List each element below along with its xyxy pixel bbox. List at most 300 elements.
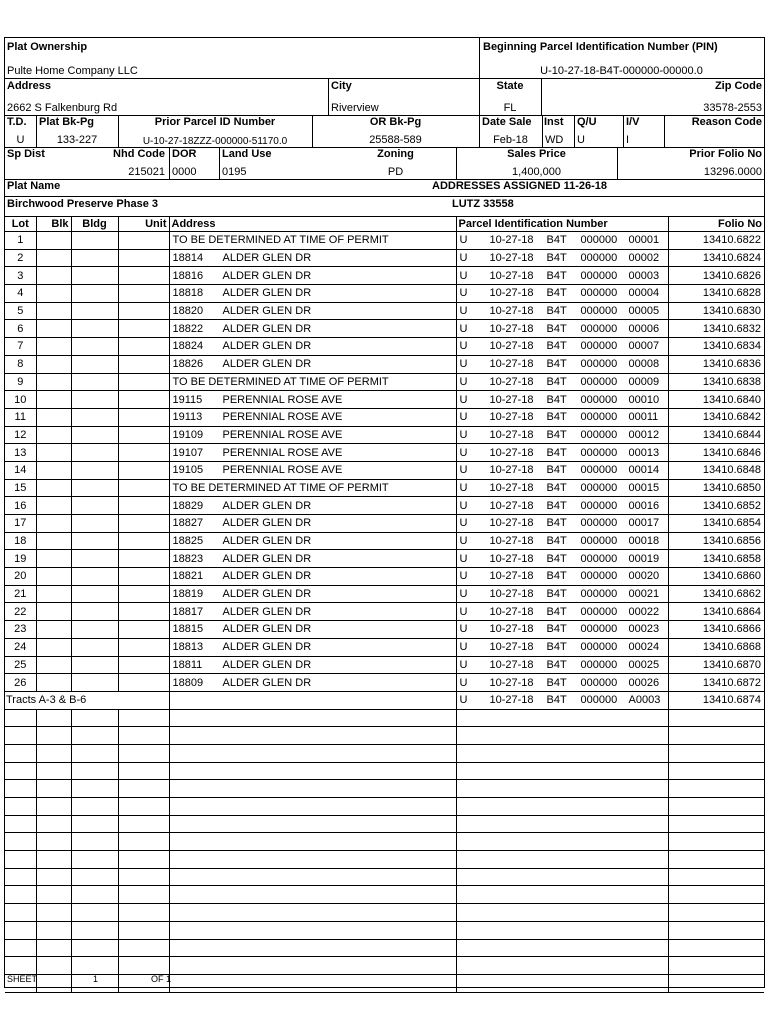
blank-cell <box>71 957 118 975</box>
prior-parcel-label: Prior Parcel ID Number <box>154 116 276 128</box>
street-name: ALDER GLEN DR <box>222 305 312 318</box>
pin-sub: B4T <box>546 252 567 265</box>
street-name: ALDER GLEN DR <box>222 641 312 654</box>
blank-cell <box>36 904 71 922</box>
sales-price-label: Sales Price <box>507 148 566 160</box>
address-cell <box>169 285 456 303</box>
house-number: 18823 <box>172 552 204 565</box>
pin-block: 000000 <box>580 641 618 654</box>
folio-cell: 13410.6840 <box>668 391 764 409</box>
blank-row <box>5 957 764 975</box>
house-number: 18822 <box>172 322 204 335</box>
pin-type: U <box>459 234 468 247</box>
street-name: TO BE DETERMINED AT TIME OF PERMIT <box>172 375 389 388</box>
pin-block: 000000 <box>580 588 618 601</box>
blank-cell <box>36 851 71 869</box>
street-name: ALDER GLEN DR <box>222 623 312 636</box>
address-cell <box>169 621 456 639</box>
pin-str: 10-27-18 <box>489 446 534 459</box>
blank-cell <box>456 904 668 922</box>
pin-type: U <box>459 570 468 583</box>
folio-cell: 13410.6842 <box>668 408 764 426</box>
unit-cell <box>118 373 169 391</box>
blank-cell <box>71 780 118 798</box>
lot-cell: 22 <box>5 603 36 621</box>
bldg-cell <box>71 355 118 373</box>
pin-lot: 00011 <box>628 411 659 424</box>
blank-cell <box>169 798 456 816</box>
blk-cell <box>36 515 71 533</box>
pin-str: 10-27-18 <box>489 322 534 335</box>
street-name: ALDER GLEN DR <box>222 322 312 335</box>
pin-cell <box>456 638 668 656</box>
pin-sub: B4T <box>546 428 567 441</box>
street-name: ALDER GLEN DR <box>222 287 312 300</box>
address-cell <box>169 302 456 320</box>
folio-cell: 13410.6856 <box>668 532 764 550</box>
table-row <box>5 285 764 303</box>
blank-cell <box>169 762 456 780</box>
blank-row <box>5 939 764 957</box>
folio-cell: 13410.6836 <box>668 355 764 373</box>
unit-cell <box>118 285 169 303</box>
blank-cell <box>668 921 764 939</box>
pin-str: 10-27-18 <box>489 269 534 282</box>
pin-lot: 00013 <box>628 446 660 459</box>
bldg-cell <box>71 674 118 692</box>
unit-cell <box>118 568 169 586</box>
house-number: 19113 <box>172 411 203 424</box>
folio-cell: 13410.6838 <box>668 373 764 391</box>
lot-cell: 13 <box>5 444 36 462</box>
pin-str: 10-27-18 <box>489 605 534 618</box>
blk-cell <box>36 426 71 444</box>
house-number: 18815 <box>172 623 204 636</box>
table-row <box>5 674 764 692</box>
pin-type: U <box>459 340 468 353</box>
pin-lot: 00012 <box>628 428 660 441</box>
unit-cell <box>118 497 169 515</box>
lot-cell: 18 <box>5 532 36 550</box>
blank-row <box>5 727 764 745</box>
lot-cell: 7 <box>5 338 36 356</box>
blank-cell <box>118 939 169 957</box>
pin-block: 000000 <box>580 411 618 424</box>
blank-cell <box>169 974 456 992</box>
blank-cell <box>5 727 36 745</box>
street-name: PERENNIAL ROSE AVE <box>222 428 343 441</box>
blank-cell <box>668 744 764 762</box>
table-row <box>5 408 764 426</box>
blank-cell <box>668 815 764 833</box>
pin-type: U <box>459 641 468 654</box>
pin-block: 000000 <box>580 446 618 459</box>
pin-sub: B4T <box>546 694 567 707</box>
pin-type: U <box>459 287 468 300</box>
blank-cell <box>668 939 764 957</box>
bldg-cell <box>71 568 118 586</box>
house-number: 18821 <box>172 570 204 583</box>
street-name: ALDER GLEN DR <box>222 358 312 371</box>
blank-cell <box>668 798 764 816</box>
blank-cell <box>36 974 71 992</box>
bldg-cell <box>71 585 118 603</box>
blank-row <box>5 904 764 922</box>
pin-block: 000000 <box>580 375 618 388</box>
blank-cell <box>118 709 169 727</box>
address-cell <box>169 568 456 586</box>
folio-cell: 13410.6862 <box>668 585 764 603</box>
blank-cell <box>169 815 456 833</box>
or-bkpg-label: OR Bk-Pg <box>369 116 422 128</box>
blk-cell <box>36 302 71 320</box>
house-number: 18819 <box>172 588 204 601</box>
pin-type: U <box>459 535 468 548</box>
table-row <box>5 532 764 550</box>
blank-cell <box>36 921 71 939</box>
qu-value: U <box>577 134 585 146</box>
blk-cell <box>36 373 71 391</box>
house-number: 19105 <box>172 464 204 477</box>
address-cell <box>169 373 456 391</box>
bldg-cell <box>71 515 118 533</box>
unit-cell <box>118 391 169 409</box>
pin-lot: 00002 <box>628 252 660 265</box>
unit-cell <box>118 355 169 373</box>
blank-cell <box>456 780 668 798</box>
bldg-cell <box>71 320 118 338</box>
street-name: ALDER GLEN DR <box>222 252 312 265</box>
pin-block: 000000 <box>580 605 618 618</box>
house-number: 18827 <box>172 517 204 530</box>
unit-cell <box>118 603 169 621</box>
house-number: 18809 <box>172 676 204 689</box>
pin-cell <box>456 338 668 356</box>
pin-lot: 00021 <box>628 588 660 601</box>
blank-cell <box>118 744 169 762</box>
dor-label: DOR <box>172 148 197 160</box>
owner-address: 2662 S Falkenburg Rd <box>7 102 118 114</box>
lot-cell: 14 <box>5 461 36 479</box>
lot-table-body <box>5 232 764 993</box>
blank-row <box>5 815 764 833</box>
blank-cell <box>71 798 118 816</box>
pin-block: 000000 <box>580 517 618 530</box>
street-name: PERENNIAL ROSE AVE <box>222 446 343 459</box>
pin-sub: B4T <box>546 464 567 477</box>
pin-block: 000000 <box>580 499 618 512</box>
folio-cell: 13410.6860 <box>668 568 764 586</box>
lot-cell: 9 <box>5 373 36 391</box>
pin-lot: 00025 <box>628 658 660 671</box>
land-use-value: 0195 <box>222 166 247 178</box>
blank-cell <box>5 833 36 851</box>
blank-cell <box>118 833 169 851</box>
blank-cell <box>5 709 36 727</box>
blank-cell <box>71 868 118 886</box>
address-cell <box>169 232 456 250</box>
folio-cell: 13410.6844 <box>668 426 764 444</box>
street-name: ALDER GLEN DR <box>222 676 312 689</box>
table-row <box>5 249 764 267</box>
blank-cell <box>5 762 36 780</box>
pin-lot: 00009 <box>628 375 660 388</box>
pin-cell <box>456 603 668 621</box>
blank-cell <box>71 744 118 762</box>
pin-type: U <box>459 305 468 318</box>
bldg-cell <box>71 638 118 656</box>
city-label: City <box>331 80 352 92</box>
blank-cell <box>668 762 764 780</box>
blk-cell <box>36 621 71 639</box>
pin-block: 000000 <box>580 481 618 494</box>
pin-cell <box>456 532 668 550</box>
blk-cell <box>36 568 71 586</box>
address-cell <box>169 391 456 409</box>
blank-row <box>5 851 764 869</box>
pin-block: 000000 <box>580 252 618 265</box>
pin-sub: B4T <box>546 411 567 424</box>
pin-str: 10-27-18 <box>489 588 534 601</box>
qu-label: Q/U <box>577 116 597 128</box>
pin-lot: 00008 <box>628 358 660 371</box>
blank-cell <box>71 851 118 869</box>
col-address: Address <box>169 216 456 232</box>
pin-lot: 00001 <box>628 234 660 247</box>
blank-row <box>5 886 764 904</box>
address-cell <box>169 585 456 603</box>
pin-lot: 00007 <box>628 340 660 353</box>
pin-sub: B4T <box>546 322 567 335</box>
pin-lot: 00010 <box>628 393 660 406</box>
pin-sub: B4T <box>546 393 567 406</box>
pin-lot: 00023 <box>628 623 660 636</box>
lot-table <box>5 216 764 993</box>
blank-cell <box>456 744 668 762</box>
pin-cell <box>456 302 668 320</box>
bldg-cell <box>71 444 118 462</box>
folio-cell: 13410.6874 <box>668 691 764 709</box>
blank-cell <box>118 727 169 745</box>
lot-cell: 5 <box>5 302 36 320</box>
street-name: ALDER GLEN DR <box>222 605 312 618</box>
blank-cell <box>118 815 169 833</box>
pin-lot: 00005 <box>628 305 660 318</box>
house-number: 18824 <box>172 340 204 353</box>
pin-type: U <box>459 322 468 335</box>
blank-cell <box>36 939 71 957</box>
pin-str: 10-27-18 <box>489 694 534 707</box>
blank-row <box>5 709 764 727</box>
pin-type: U <box>459 358 468 371</box>
blank-cell <box>5 780 36 798</box>
col-pin: Parcel Identification Number <box>456 216 668 232</box>
unit-cell <box>118 444 169 462</box>
lot-cell: 8 <box>5 355 36 373</box>
folio-cell: 13410.6846 <box>668 444 764 462</box>
pin-lot: 00017 <box>628 517 660 530</box>
blank-cell <box>71 727 118 745</box>
pin-cell <box>456 568 668 586</box>
pin-block: 000000 <box>580 305 618 318</box>
pin-sub: B4T <box>546 499 567 512</box>
folio-cell: 13410.6824 <box>668 249 764 267</box>
owner-state: FL <box>503 102 517 114</box>
pin-cell <box>456 426 668 444</box>
pin-type: U <box>459 623 468 636</box>
table-row <box>5 461 764 479</box>
col-unit: Unit <box>118 216 169 232</box>
street-name: PERENNIAL ROSE AVE <box>222 393 343 406</box>
unit-cell <box>118 656 169 674</box>
street-name: PERENNIAL ROSE AVE <box>222 411 343 424</box>
unit-cell <box>118 426 169 444</box>
folio-cell: 13410.6864 <box>668 603 764 621</box>
pin-type: U <box>459 588 468 601</box>
bldg-cell <box>71 391 118 409</box>
bldg-cell <box>71 497 118 515</box>
blank-row <box>5 921 764 939</box>
lot-cell: 1 <box>5 232 36 250</box>
blank-cell <box>71 833 118 851</box>
house-number: 18814 <box>172 252 204 265</box>
street-name: ALDER GLEN DR <box>222 269 312 282</box>
blk-cell <box>36 391 71 409</box>
blank-cell <box>36 886 71 904</box>
blank-cell <box>456 815 668 833</box>
lot-cell: 11 <box>5 408 36 426</box>
pin-str: 10-27-18 <box>489 658 534 671</box>
reason-code-label: Reason Code <box>691 116 762 128</box>
blank-cell <box>668 727 764 745</box>
blank-cell <box>169 904 456 922</box>
pin-sub: B4T <box>546 340 567 353</box>
address-cell <box>169 479 456 497</box>
blank-cell <box>668 851 764 869</box>
dor-value: 0000 <box>172 166 197 178</box>
pin-lot: 00014 <box>628 464 660 477</box>
col-folio: Folio No <box>668 216 764 232</box>
unit-cell <box>118 320 169 338</box>
blank-cell <box>668 868 764 886</box>
house-number: 18811 <box>172 658 203 671</box>
blk-cell <box>36 550 71 568</box>
pin-block: 000000 <box>580 676 618 689</box>
unit-cell <box>118 550 169 568</box>
pin-str: 10-27-18 <box>489 340 534 353</box>
blank-cell <box>668 709 764 727</box>
table-row <box>5 391 764 409</box>
pin-sub: B4T <box>546 605 567 618</box>
pin-str: 10-27-18 <box>489 499 534 512</box>
pin-block: 000000 <box>580 322 618 335</box>
blank-cell <box>5 798 36 816</box>
blk-cell <box>36 638 71 656</box>
pin-lot: 00006 <box>628 322 660 335</box>
pin-cell <box>456 550 668 568</box>
bldg-cell <box>71 532 118 550</box>
pin-sub: B4T <box>546 287 567 300</box>
pin-block: 000000 <box>580 428 618 441</box>
blk-cell <box>36 355 71 373</box>
blank-cell <box>5 939 36 957</box>
lot-cell: 6 <box>5 320 36 338</box>
iv-label: I/V <box>626 116 640 128</box>
blank-cell <box>169 833 456 851</box>
pin-sub: B4T <box>546 658 567 671</box>
prior-folio-value: 13296.0000 <box>703 166 762 178</box>
pin-type: U <box>459 658 468 671</box>
pin-cell <box>456 249 668 267</box>
table-row <box>5 338 764 356</box>
lot-cell: 26 <box>5 674 36 692</box>
pin-sub: B4T <box>546 588 567 601</box>
pin-sub: B4T <box>546 481 567 494</box>
street-name: TO BE DETERMINED AT TIME OF PERMIT <box>172 481 389 494</box>
blank-cell <box>118 886 169 904</box>
pin-sub: B4T <box>546 570 567 583</box>
pin-lot: 00016 <box>628 499 660 512</box>
zoning-value: PD <box>387 166 404 178</box>
plat-sheet <box>4 37 765 988</box>
blank-cell <box>456 709 668 727</box>
pin-sub: B4T <box>546 676 567 689</box>
state-label: State <box>496 80 524 92</box>
pin-lot: 00015 <box>628 481 660 494</box>
street-name: ALDER GLEN DR <box>222 658 312 671</box>
blk-cell <box>36 532 71 550</box>
folio-cell: 13410.6858 <box>668 550 764 568</box>
pin-str: 10-27-18 <box>489 428 534 441</box>
pin-str: 10-27-18 <box>489 252 534 265</box>
folio-cell: 13410.6854 <box>668 515 764 533</box>
pin-str: 10-27-18 <box>489 411 534 424</box>
folio-cell: 13410.6834 <box>668 338 764 356</box>
blank-cell <box>668 957 764 975</box>
pin-cell <box>456 621 668 639</box>
pin-str: 10-27-18 <box>489 481 534 494</box>
house-number: 19115 <box>172 393 203 406</box>
or-bkpg-value: 25588-589 <box>369 134 422 146</box>
street-name: ALDER GLEN DR <box>222 340 312 353</box>
blank-cell <box>36 833 71 851</box>
pin-cell <box>456 585 668 603</box>
unit-cell <box>118 249 169 267</box>
table-row <box>5 585 764 603</box>
table-row <box>5 267 764 285</box>
address-cell <box>169 638 456 656</box>
address-cell <box>169 408 456 426</box>
house-number: 19109 <box>172 428 204 441</box>
address-cell <box>169 249 456 267</box>
blank-cell <box>5 886 36 904</box>
col-lot: Lot <box>5 216 36 232</box>
plat-city-zip: LUTZ 33558 <box>452 198 514 210</box>
pin-type: U <box>459 393 468 406</box>
blk-cell <box>36 603 71 621</box>
blank-row <box>5 744 764 762</box>
blank-cell <box>169 921 456 939</box>
unit-cell <box>118 408 169 426</box>
blank-cell <box>36 727 71 745</box>
unit-cell <box>118 515 169 533</box>
unit-cell <box>118 461 169 479</box>
blank-cell <box>456 727 668 745</box>
blank-cell <box>456 921 668 939</box>
pin-cell <box>456 691 668 709</box>
table-row <box>5 656 764 674</box>
pin-cell <box>456 355 668 373</box>
